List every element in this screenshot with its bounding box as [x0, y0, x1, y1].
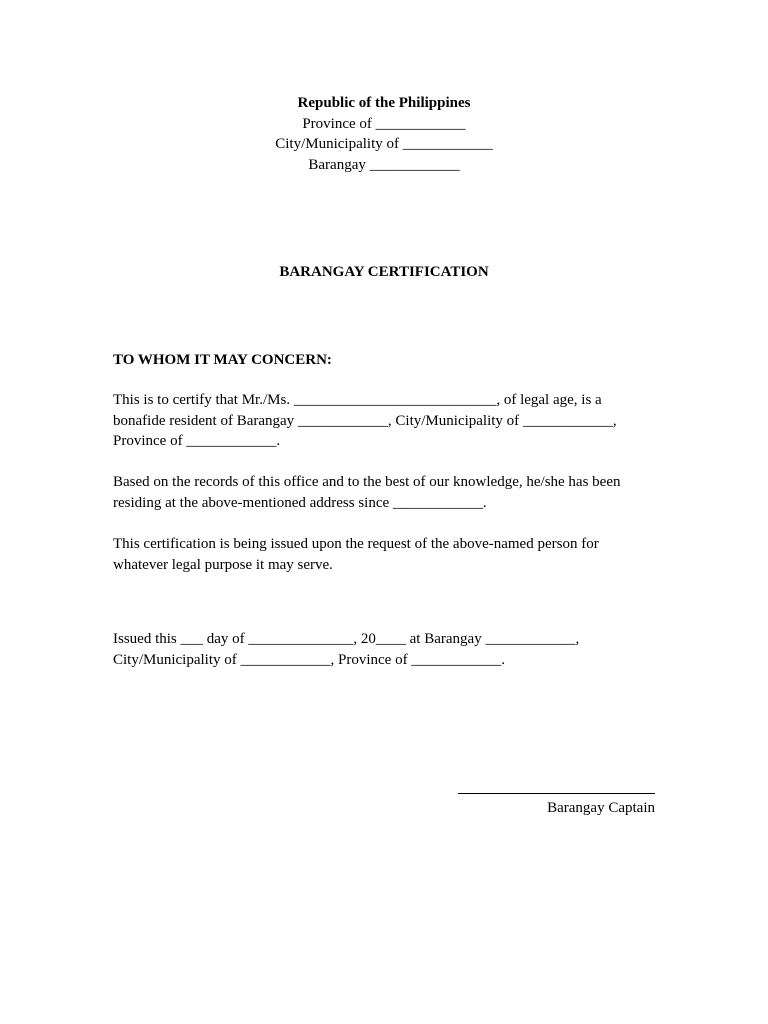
certify-line-1: This is to certify that Mr./Ms. ___________________________, of legal age, is a — [113, 392, 602, 408]
signature-line — [458, 793, 655, 794]
salutation: TO WHOM IT MAY CONCERN: — [113, 352, 332, 368]
records-paragraph — [113, 472, 658, 513]
issued-paragraph — [113, 629, 658, 670]
document-title: BARANGAY CERTIFICATION — [279, 264, 489, 280]
certify-line-2: bonafide resident of Barangay ____________, City/Municipality of ____________, — [113, 412, 617, 429]
document-header — [0, 93, 768, 176]
signature-label: Barangay Captain — [547, 800, 655, 816]
barangay-line: Barangay ____________ — [308, 157, 460, 174]
records-line-1: Based on the records of this office and to the best of our knowledge, he/she has been — [113, 474, 621, 490]
purpose-line-1: This certification is being issued upon the request of the above-named person for — [113, 536, 599, 552]
issued-line-2: City/Municipality of ____________, Province of ____________. — [113, 651, 506, 668]
province-line: Province of ____________ — [302, 115, 466, 132]
purpose-paragraph — [113, 534, 658, 575]
purpose-line-2: whatever legal purpose it may serve. — [113, 556, 333, 573]
issued-line-1: Issued this ___ day of ______________, 20____ at Barangay ____________, — [113, 631, 580, 647]
certify-paragraph — [113, 390, 658, 452]
signature-block — [458, 780, 655, 818]
certify-line-3: Province of ____________. — [113, 433, 281, 450]
records-line-2: residing at the above-mentioned address since ____________. — [113, 494, 487, 511]
republic-heading: Republic of the Philippines — [297, 95, 471, 111]
city-line: City/Municipality of ____________ — [275, 136, 493, 153]
